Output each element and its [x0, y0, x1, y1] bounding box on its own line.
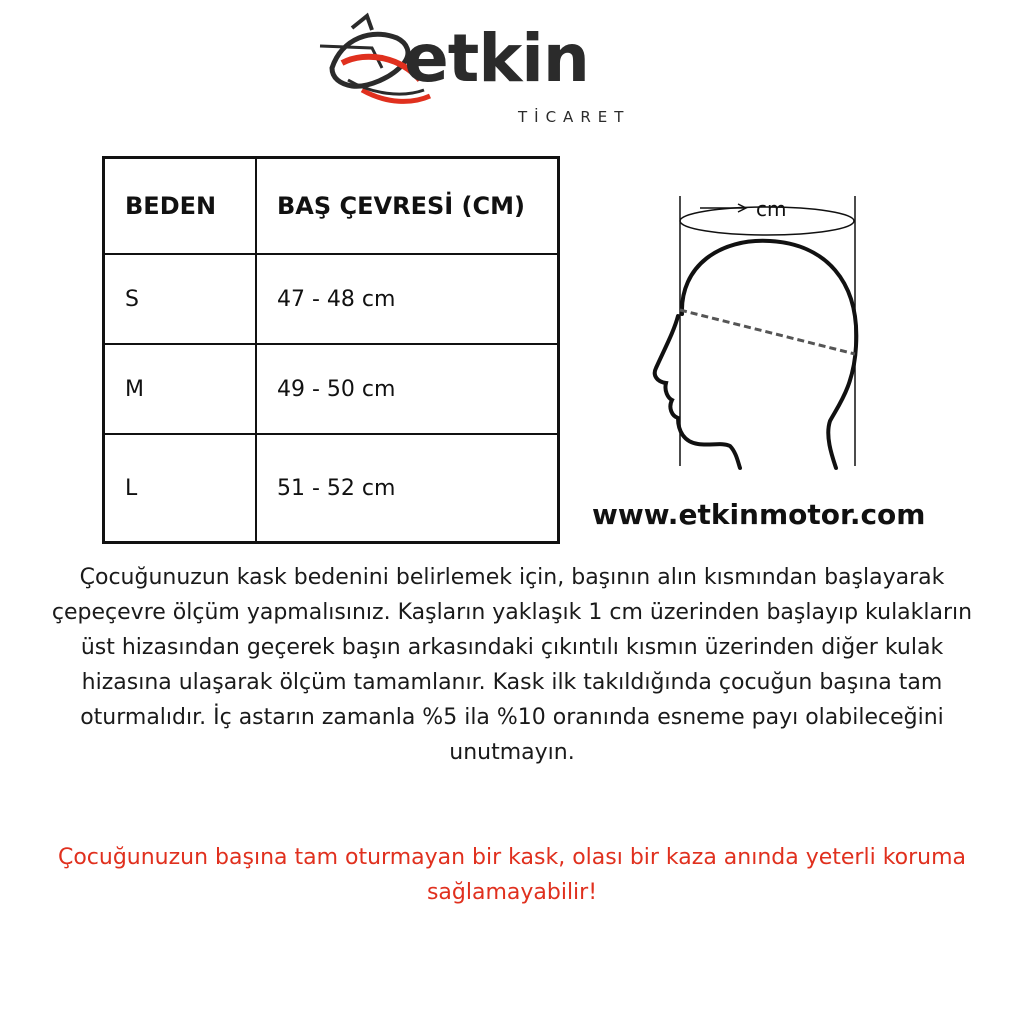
table-row [104, 344, 559, 434]
size-cell: M [104, 344, 257, 434]
range-cell: 47 - 48 cm [256, 254, 559, 344]
range-cell: 49 - 50 cm [256, 344, 559, 434]
table-row [104, 254, 559, 344]
table-row [104, 434, 559, 543]
size-cell: L [104, 434, 257, 543]
measurement-instructions: Çocuğunuzun kask bedenini belirlemek için, başının alın kısmından başlayarak çepeçevre ölçüm yapmalısınız. Kaşların yaklaşık 1 cm üzerinden başlayıp kulakların üst hizasından geçerek başın arkasındaki çıkıntılı kısmın üzerinden diğer kulak hizasına ulaşarak ölçüm tamamlanır. Kask ilk takıldığında çocuğun başına tam oturmalıdır. İç astarın zamanla %5 ila %10 oranında esneme payı olabileceğini unutmayın. [51, 565, 973, 765]
size-chart-table [102, 156, 560, 544]
brand-name: etkin [404, 20, 589, 97]
unit-label: cm [756, 197, 787, 221]
website-url: www.etkinmotor.com [592, 498, 926, 531]
range-cell: 51 - 52 cm [256, 434, 559, 543]
header-head-circumference: BAŞ ÇEVRESİ (CM) [256, 158, 559, 255]
head-measurement-diagram [640, 186, 870, 486]
safety-warning: Çocuğunuzun başına tam oturmayan bir kask, olası bir kaza anında yeterli koruma sağlamayabilir! [57, 845, 967, 905]
brand-logo [312, 8, 662, 128]
measurement-line [680, 310, 855, 354]
header-size: BEDEN [104, 158, 257, 255]
brand-subtitle: TİCARET [518, 108, 631, 126]
size-cell: S [104, 254, 257, 344]
table-header-row [104, 158, 559, 255]
head-profile [655, 241, 857, 468]
